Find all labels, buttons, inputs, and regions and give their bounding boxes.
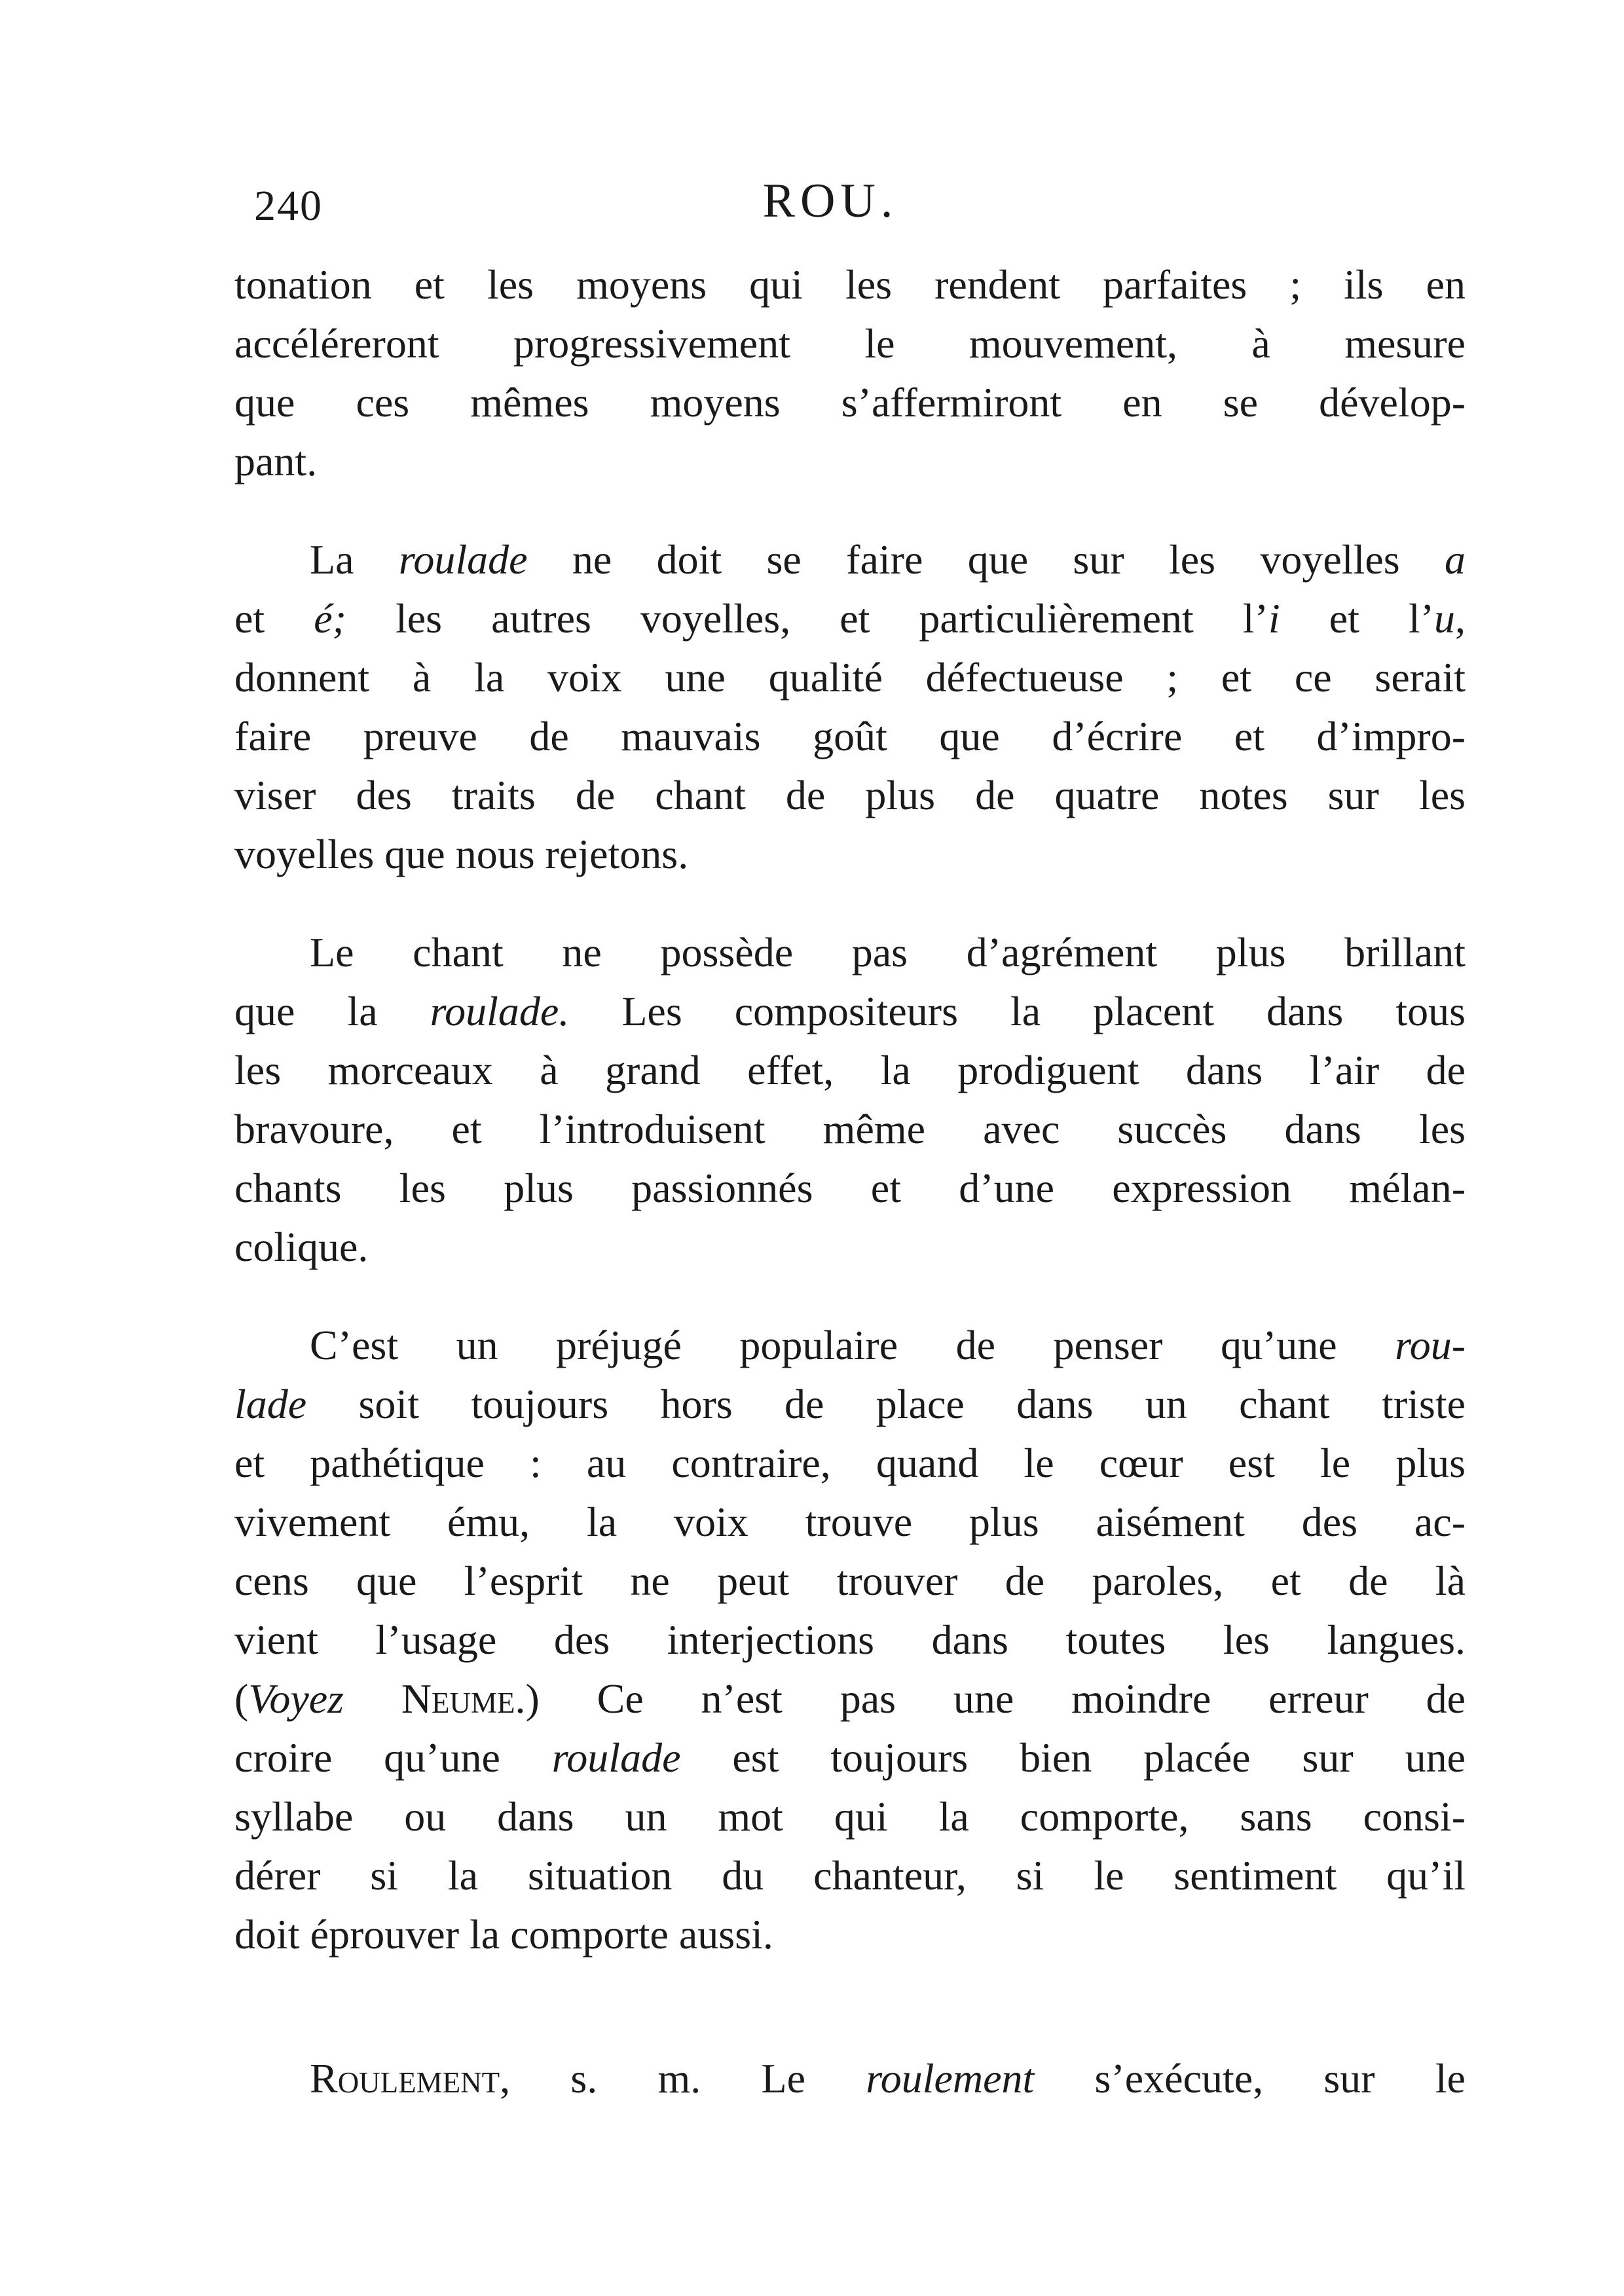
text-line: et é; les autres voyelles, et particulièrement l’i et l’u, — [234, 595, 1466, 642]
text-line: chants les plus passionnés et d’une expression mélan- — [234, 1165, 1466, 1211]
text-line: bravoure, et l’introduisent même avec succès dans les — [234, 1106, 1466, 1152]
cross-reference: Neume — [401, 1675, 515, 1722]
text-line: C’est un préjugé populaire de penser qu’une rou- — [310, 1322, 1466, 1368]
text-line: que ces mêmes moyens s’affermiront en se dévelop- — [234, 379, 1466, 426]
text-line: faire preuve de mauvais goût que d’écrire et d’impro- — [234, 713, 1466, 759]
text-line: donnent à la voix une qualité défectueuse ; et ce serait — [234, 654, 1466, 701]
italic-term: u — [1434, 595, 1456, 642]
entry-headword: Roulement — [310, 2055, 500, 2102]
text-line: accéléreront progressivement le mouvement, à mesure — [234, 320, 1466, 367]
text-line: et pathétique : au contraire, quand le cœur est le plus — [234, 1440, 1466, 1486]
text-line: dérer si la situation du chanteur, si le sentiment qu’il — [234, 1852, 1466, 1899]
text-line: que la roulade. Les compositeurs la placent dans tous — [234, 988, 1466, 1034]
text-line: vient l’usage des interjections dans toutes les langues. — [234, 1616, 1466, 1663]
text-line: doit éprouver la comporte aussi. — [234, 1911, 773, 1958]
entry-roulement — [234, 2049, 1466, 2108]
text-line: viser des traits de chant de plus de quatre notes sur les — [234, 772, 1466, 818]
text-line: voyelles que nous rejetons. — [234, 831, 689, 877]
text-line: vivement ému, la voix trouve plus aisément des ac- — [234, 1499, 1466, 1545]
text-line: (Voyez Neume.) Ce n’est pas une moindre erreur de — [234, 1675, 1466, 1722]
running-head — [254, 173, 1407, 246]
italic-term: roulade. — [430, 988, 570, 1034]
paragraph-3 — [234, 923, 1466, 1277]
body-text — [234, 255, 1466, 2108]
text-line: tonation et les moyens qui les rendent parfaites ; ils en — [234, 261, 1466, 308]
italic-term: roulade — [398, 536, 528, 583]
text-line: pant. — [234, 438, 318, 484]
paragraph-4 — [234, 1316, 1466, 1964]
italic-term: a — [1445, 536, 1466, 583]
text-line: La roulade ne doit se faire que sur les voyelles a — [310, 536, 1466, 583]
italic-term: lade — [234, 1381, 307, 1427]
italic-term: roulement — [866, 2055, 1035, 2102]
text-line: Roulement, s. m. Le roulement s’exécute, sur le — [310, 2055, 1466, 2102]
text-line: colique. — [234, 1224, 369, 1270]
italic-term: é; — [314, 595, 346, 642]
page-number: 240 — [254, 182, 323, 230]
italic-term: rou- — [1395, 1322, 1466, 1368]
text-line: croire qu’une roulade est toujours bien placée sur une — [234, 1734, 1466, 1781]
text-line: cens que l’esprit ne peut trouver de paroles, et de là — [234, 1558, 1466, 1604]
text-line: lade soit toujours hors de place dans un chant triste — [234, 1381, 1466, 1427]
text-line: Le chant ne possède pas d’agrément plus brillant — [310, 929, 1466, 975]
paragraph-1 — [234, 255, 1466, 491]
italic-term: roulade — [551, 1734, 681, 1781]
running-title: ROU. — [762, 174, 898, 228]
italic-term: i — [1268, 595, 1280, 642]
text-line: les morceaux à grand effet, la prodiguent dans l’air de — [234, 1047, 1466, 1093]
paragraph-2 — [234, 530, 1466, 884]
italic-term: Voyez — [248, 1675, 344, 1722]
text-line: syllabe ou dans un mot qui la comporte, sans consi- — [234, 1793, 1466, 1840]
